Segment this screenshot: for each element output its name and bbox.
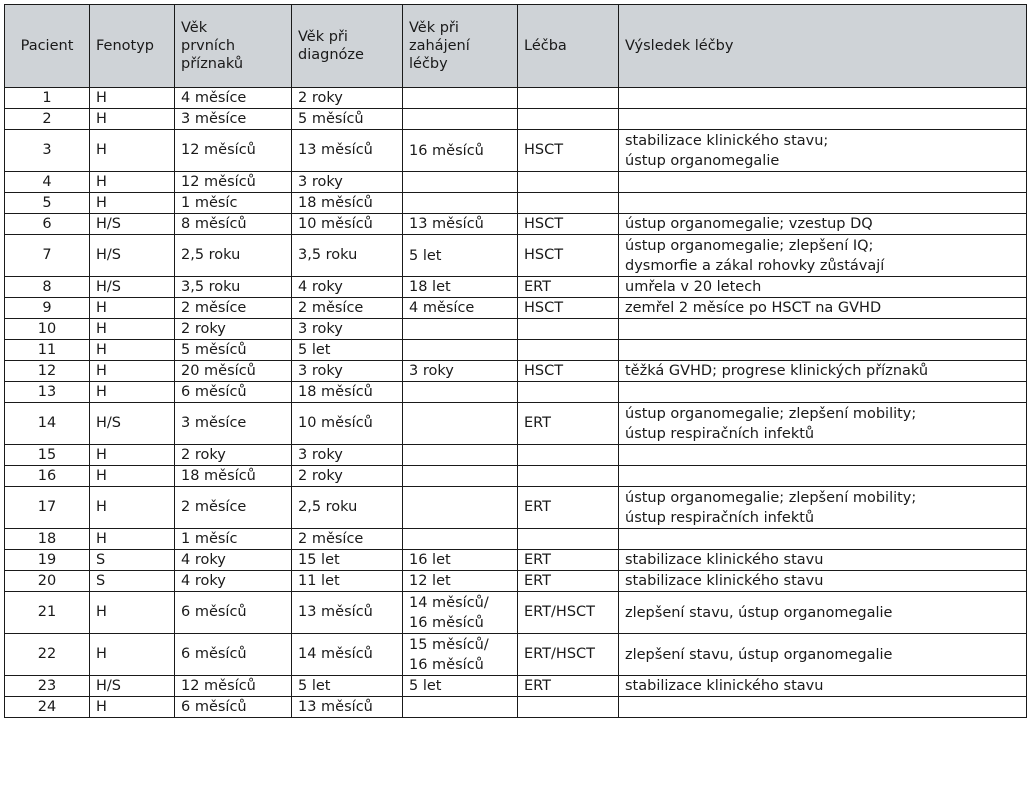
cell-treatment <box>518 88 619 109</box>
cell-pacient: 21 <box>5 592 90 634</box>
cell-pacient: 13 <box>5 382 90 403</box>
cell-age-at-diagnosis: 2 roky <box>292 466 403 487</box>
cell-fenotyp: H <box>90 445 175 466</box>
cell-treatment-result: ústup organomegalie; zlepšení mobility; ústup respiračních infektů <box>619 403 1027 445</box>
cell-pacient: 24 <box>5 697 90 718</box>
cell-pacient: 15 <box>5 445 90 466</box>
patient-table <box>4 4 1027 718</box>
table-row <box>5 277 1027 298</box>
cell-age-first-symptoms: 6 měsíců <box>175 382 292 403</box>
cell-age-at-diagnosis: 13 měsíců <box>292 697 403 718</box>
header-pacient: Pacient <box>5 5 90 88</box>
header-row <box>5 5 1027 88</box>
cell-age-at-diagnosis: 13 měsíců <box>292 130 403 172</box>
cell-age-first-symptoms: 5 měsíců <box>175 340 292 361</box>
cell-fenotyp: H <box>90 193 175 214</box>
table-row <box>5 193 1027 214</box>
cell-age-first-symptoms: 6 měsíců <box>175 634 292 676</box>
cell-treatment-result <box>619 697 1027 718</box>
cell-treatment-result <box>619 88 1027 109</box>
table-row <box>5 88 1027 109</box>
cell-pacient: 9 <box>5 298 90 319</box>
cell-age-at-diagnosis: 15 let <box>292 550 403 571</box>
header-treatment: Léčba <box>518 5 619 88</box>
cell-age-at-diagnosis: 2 roky <box>292 88 403 109</box>
cell-treatment: ERT <box>518 403 619 445</box>
cell-treatment-result <box>619 445 1027 466</box>
cell-treatment-result: ústup organomegalie; zlepšení mobility; ústup respiračních infektů <box>619 487 1027 529</box>
cell-age-at-diagnosis: 3 roky <box>292 172 403 193</box>
cell-pacient: 16 <box>5 466 90 487</box>
cell-age-first-symptoms: 2,5 roku <box>175 235 292 277</box>
cell-age-at-treatment-start: 16 měsíců <box>403 130 518 172</box>
cell-age-at-diagnosis: 10 měsíců <box>292 214 403 235</box>
cell-age-at-treatment-start: 4 měsíce <box>403 298 518 319</box>
table-row <box>5 172 1027 193</box>
cell-treatment <box>518 382 619 403</box>
cell-fenotyp: H <box>90 130 175 172</box>
cell-age-at-diagnosis: 3,5 roku <box>292 235 403 277</box>
cell-age-at-diagnosis: 2 měsíce <box>292 529 403 550</box>
table-row <box>5 340 1027 361</box>
cell-age-at-treatment-start <box>403 109 518 130</box>
cell-treatment-result <box>619 109 1027 130</box>
cell-age-first-symptoms: 2 měsíce <box>175 487 292 529</box>
cell-treatment <box>518 193 619 214</box>
header-age-first-symptoms: Věk prvních příznaků <box>175 5 292 88</box>
cell-age-at-treatment-start: 18 let <box>403 277 518 298</box>
cell-treatment: ERT/HSCT <box>518 592 619 634</box>
cell-age-at-treatment-start <box>403 445 518 466</box>
cell-fenotyp: H <box>90 172 175 193</box>
cell-treatment-result: zemřel 2 měsíce po HSCT na GVHD <box>619 298 1027 319</box>
table-row <box>5 109 1027 130</box>
cell-pacient: 3 <box>5 130 90 172</box>
cell-age-at-treatment-start: 14 měsíců/ 16 měsíců <box>403 592 518 634</box>
table-row <box>5 361 1027 382</box>
cell-treatment: HSCT <box>518 130 619 172</box>
cell-treatment-result: těžká GVHD; progrese klinických příznaků <box>619 361 1027 382</box>
table-row <box>5 697 1027 718</box>
table-row <box>5 319 1027 340</box>
header-fenotyp: Fenotyp <box>90 5 175 88</box>
cell-treatment-result: stabilizace klinického stavu <box>619 550 1027 571</box>
table-row <box>5 634 1027 676</box>
cell-pacient: 18 <box>5 529 90 550</box>
cell-age-first-symptoms: 12 měsíců <box>175 676 292 697</box>
cell-pacient: 20 <box>5 571 90 592</box>
cell-fenotyp: H <box>90 487 175 529</box>
cell-fenotyp: H <box>90 319 175 340</box>
cell-age-first-symptoms: 1 měsíc <box>175 529 292 550</box>
cell-treatment <box>518 172 619 193</box>
cell-age-first-symptoms: 3 měsíce <box>175 109 292 130</box>
cell-age-first-symptoms: 6 měsíců <box>175 592 292 634</box>
cell-age-first-symptoms: 3 měsíce <box>175 403 292 445</box>
cell-fenotyp: H/S <box>90 676 175 697</box>
cell-age-at-diagnosis: 5 měsíců <box>292 109 403 130</box>
cell-fenotyp: H <box>90 109 175 130</box>
cell-age-at-treatment-start <box>403 529 518 550</box>
cell-treatment: ERT <box>518 487 619 529</box>
cell-age-at-diagnosis: 3 roky <box>292 361 403 382</box>
table-row <box>5 382 1027 403</box>
table-row <box>5 592 1027 634</box>
cell-treatment-result <box>619 382 1027 403</box>
cell-fenotyp: H/S <box>90 277 175 298</box>
cell-age-at-diagnosis: 11 let <box>292 571 403 592</box>
table-row <box>5 466 1027 487</box>
cell-age-at-diagnosis: 4 roky <box>292 277 403 298</box>
cell-fenotyp: H/S <box>90 403 175 445</box>
cell-fenotyp: H <box>90 298 175 319</box>
cell-age-first-symptoms: 8 měsíců <box>175 214 292 235</box>
cell-age-at-treatment-start <box>403 340 518 361</box>
cell-treatment: HSCT <box>518 361 619 382</box>
cell-pacient: 23 <box>5 676 90 697</box>
table-row <box>5 529 1027 550</box>
cell-pacient: 1 <box>5 88 90 109</box>
cell-fenotyp: H <box>90 634 175 676</box>
cell-pacient: 19 <box>5 550 90 571</box>
cell-fenotyp: H <box>90 361 175 382</box>
cell-treatment <box>518 319 619 340</box>
cell-fenotyp: H <box>90 529 175 550</box>
cell-age-first-symptoms: 4 roky <box>175 550 292 571</box>
cell-age-at-diagnosis: 14 měsíců <box>292 634 403 676</box>
cell-treatment <box>518 466 619 487</box>
cell-treatment-result <box>619 172 1027 193</box>
cell-pacient: 12 <box>5 361 90 382</box>
header-age-at-treatment-start: Věk při zahájení léčby <box>403 5 518 88</box>
cell-treatment-result: zlepšení stavu, ústup organomegalie <box>619 592 1027 634</box>
cell-age-at-treatment-start: 16 let <box>403 550 518 571</box>
table-body <box>5 88 1027 718</box>
cell-treatment <box>518 109 619 130</box>
table-row <box>5 214 1027 235</box>
cell-fenotyp: H <box>90 592 175 634</box>
cell-pacient: 11 <box>5 340 90 361</box>
cell-age-at-diagnosis: 3 roky <box>292 445 403 466</box>
cell-treatment: ERT <box>518 277 619 298</box>
cell-treatment-result: stabilizace klinického stavu <box>619 571 1027 592</box>
cell-pacient: 2 <box>5 109 90 130</box>
cell-treatment: ERT/HSCT <box>518 634 619 676</box>
cell-treatment-result: stabilizace klinického stavu; ústup organomegalie <box>619 130 1027 172</box>
cell-age-at-diagnosis: 10 měsíců <box>292 403 403 445</box>
table-row <box>5 298 1027 319</box>
cell-treatment-result <box>619 529 1027 550</box>
cell-fenotyp: H <box>90 340 175 361</box>
cell-age-first-symptoms: 4 měsíce <box>175 88 292 109</box>
cell-age-first-symptoms: 2 měsíce <box>175 298 292 319</box>
cell-pacient: 14 <box>5 403 90 445</box>
cell-age-at-diagnosis: 2,5 roku <box>292 487 403 529</box>
cell-fenotyp: H/S <box>90 214 175 235</box>
cell-age-at-treatment-start: 12 let <box>403 571 518 592</box>
table-row <box>5 403 1027 445</box>
cell-treatment-result <box>619 466 1027 487</box>
cell-age-at-diagnosis: 5 let <box>292 676 403 697</box>
cell-age-at-treatment-start: 15 měsíců/ 16 měsíců <box>403 634 518 676</box>
cell-treatment <box>518 340 619 361</box>
cell-age-at-diagnosis: 3 roky <box>292 319 403 340</box>
cell-treatment: HSCT <box>518 235 619 277</box>
cell-treatment <box>518 697 619 718</box>
cell-pacient: 22 <box>5 634 90 676</box>
table-row <box>5 487 1027 529</box>
cell-age-first-symptoms: 20 měsíců <box>175 361 292 382</box>
cell-age-at-treatment-start <box>403 403 518 445</box>
table-row <box>5 676 1027 697</box>
cell-treatment: ERT <box>518 550 619 571</box>
cell-age-first-symptoms: 18 měsíců <box>175 466 292 487</box>
cell-age-at-diagnosis: 13 měsíců <box>292 592 403 634</box>
cell-age-first-symptoms: 12 měsíců <box>175 172 292 193</box>
cell-age-first-symptoms: 2 roky <box>175 319 292 340</box>
cell-fenotyp: S <box>90 571 175 592</box>
table-row <box>5 445 1027 466</box>
cell-treatment-result: ústup organomegalie; zlepšení IQ; dysmorfie a zákal rohovky zůstávají <box>619 235 1027 277</box>
cell-age-first-symptoms: 6 měsíců <box>175 697 292 718</box>
cell-age-first-symptoms: 2 roky <box>175 445 292 466</box>
cell-treatment <box>518 529 619 550</box>
cell-age-at-treatment-start: 5 let <box>403 235 518 277</box>
cell-treatment-result: ústup organomegalie; vzestup DQ <box>619 214 1027 235</box>
cell-pacient: 5 <box>5 193 90 214</box>
cell-treatment-result: stabilizace klinického stavu <box>619 676 1027 697</box>
cell-pacient: 8 <box>5 277 90 298</box>
table-row <box>5 550 1027 571</box>
cell-age-first-symptoms: 3,5 roku <box>175 277 292 298</box>
cell-age-at-treatment-start <box>403 487 518 529</box>
cell-pacient: 7 <box>5 235 90 277</box>
cell-age-at-diagnosis: 5 let <box>292 340 403 361</box>
cell-age-at-treatment-start <box>403 466 518 487</box>
cell-age-first-symptoms: 12 měsíců <box>175 130 292 172</box>
cell-age-at-diagnosis: 18 měsíců <box>292 193 403 214</box>
cell-fenotyp: S <box>90 550 175 571</box>
cell-age-at-treatment-start <box>403 319 518 340</box>
cell-age-at-treatment-start: 13 měsíců <box>403 214 518 235</box>
table-row <box>5 235 1027 277</box>
cell-treatment-result: umřela v 20 letech <box>619 277 1027 298</box>
cell-treatment: ERT <box>518 571 619 592</box>
cell-pacient: 10 <box>5 319 90 340</box>
cell-age-at-diagnosis: 18 měsíců <box>292 382 403 403</box>
cell-treatment-result <box>619 319 1027 340</box>
cell-pacient: 17 <box>5 487 90 529</box>
cell-fenotyp: H <box>90 382 175 403</box>
cell-treatment <box>518 445 619 466</box>
patient-table-wrapper <box>4 4 1027 718</box>
cell-age-at-diagnosis: 2 měsíce <box>292 298 403 319</box>
cell-fenotyp: H/S <box>90 235 175 277</box>
cell-fenotyp: H <box>90 466 175 487</box>
cell-pacient: 6 <box>5 214 90 235</box>
cell-fenotyp: H <box>90 88 175 109</box>
cell-fenotyp: H <box>90 697 175 718</box>
cell-treatment: HSCT <box>518 298 619 319</box>
cell-treatment-result <box>619 193 1027 214</box>
cell-age-at-treatment-start <box>403 382 518 403</box>
cell-age-first-symptoms: 1 měsíc <box>175 193 292 214</box>
cell-age-at-treatment-start <box>403 172 518 193</box>
header-age-at-diagnosis: Věk při diagnóze <box>292 5 403 88</box>
cell-pacient: 4 <box>5 172 90 193</box>
cell-age-at-treatment-start <box>403 193 518 214</box>
cell-treatment: ERT <box>518 676 619 697</box>
table-row <box>5 571 1027 592</box>
cell-age-at-treatment-start: 5 let <box>403 676 518 697</box>
cell-treatment-result: zlepšení stavu, ústup organomegalie <box>619 634 1027 676</box>
table-row <box>5 130 1027 172</box>
cell-age-at-treatment-start <box>403 697 518 718</box>
cell-age-first-symptoms: 4 roky <box>175 571 292 592</box>
cell-age-at-treatment-start: 3 roky <box>403 361 518 382</box>
cell-age-at-treatment-start <box>403 88 518 109</box>
cell-treatment-result <box>619 340 1027 361</box>
cell-treatment: HSCT <box>518 214 619 235</box>
header-treatment-result: Výsledek léčby <box>619 5 1027 88</box>
